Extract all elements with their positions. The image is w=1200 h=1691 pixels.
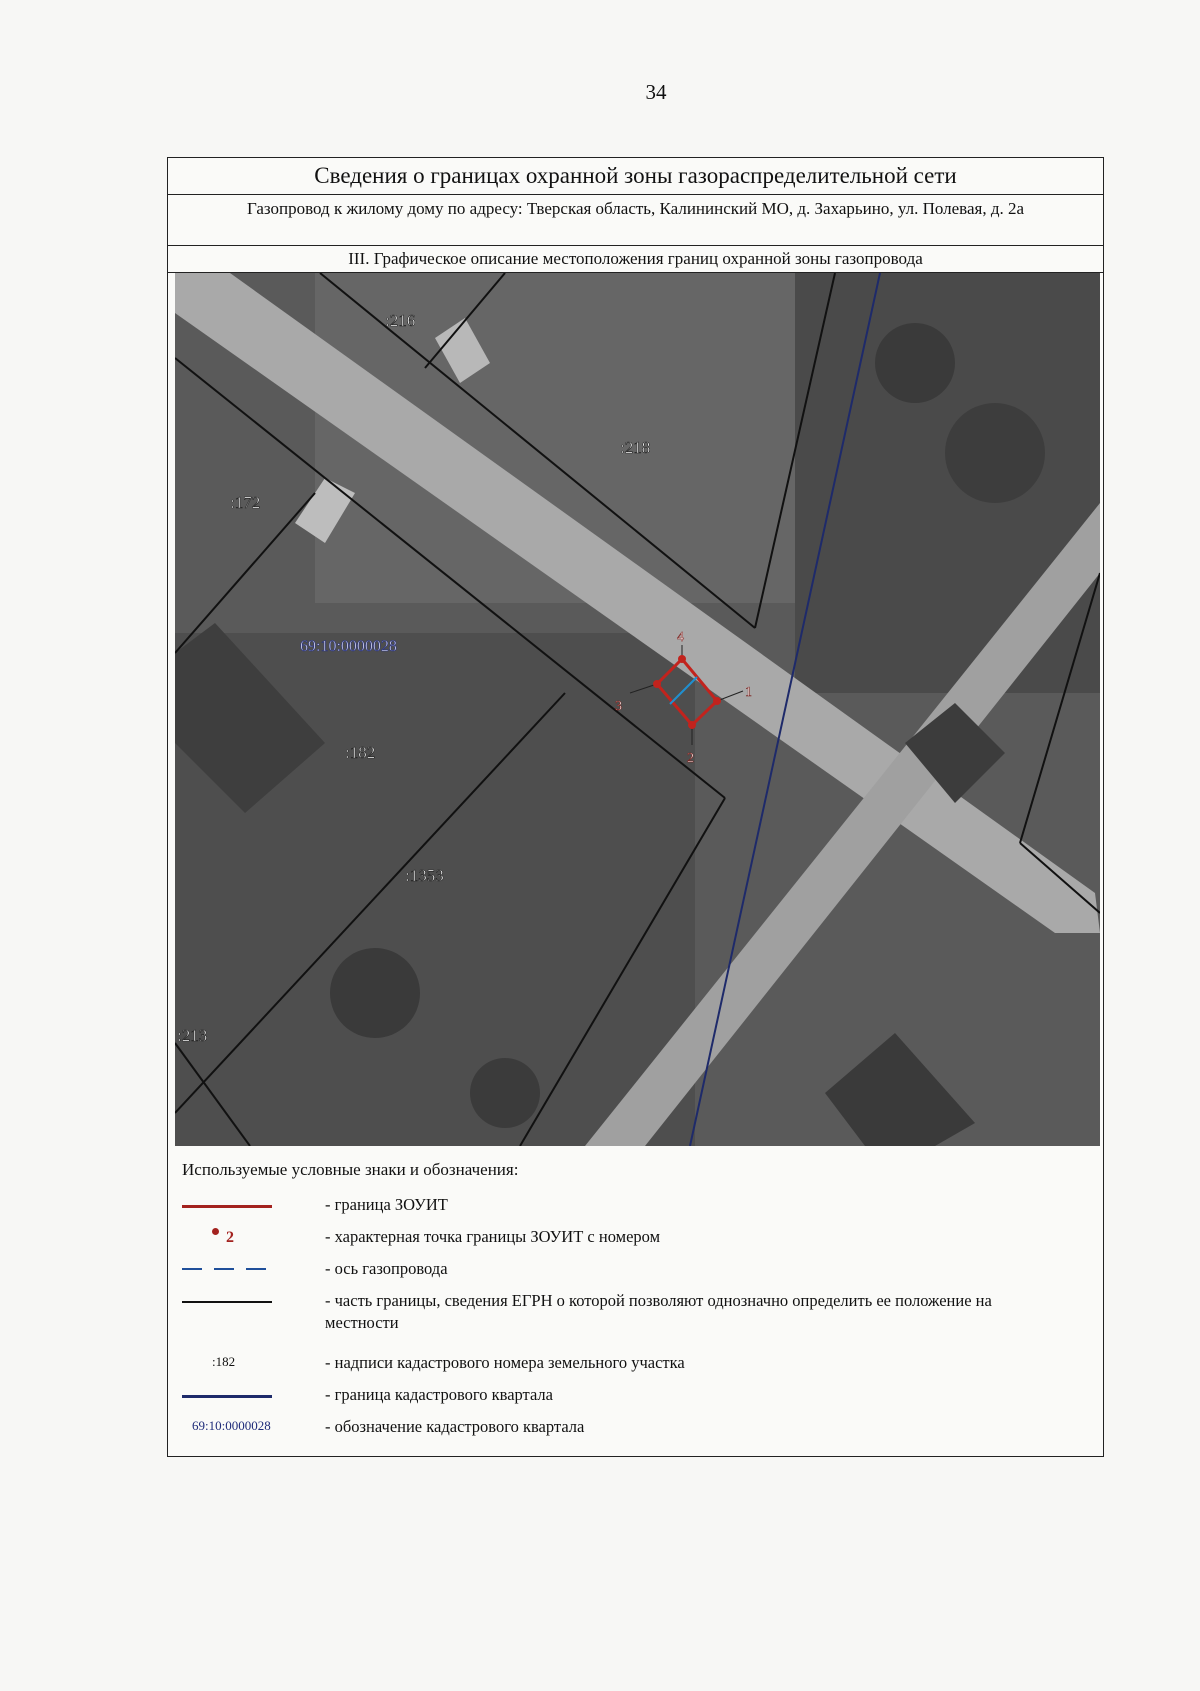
quarter-number-sample: 69:10:0000028 xyxy=(192,1418,271,1433)
tree-cluster xyxy=(470,1058,540,1128)
legend-item-text: - граница кадастрового квартала xyxy=(325,1385,553,1404)
tree-cluster xyxy=(875,323,955,403)
point-label-3: 3 xyxy=(615,699,622,714)
parcel-label: :172 xyxy=(230,493,261,512)
document-title: Сведения о границах охранной зоны газораспределительной сети xyxy=(168,158,1103,195)
legend-item-text: - обозначение кадастрового квартала xyxy=(325,1417,585,1436)
zouit-point xyxy=(688,721,696,729)
legend-item-text: - характерная точка границы ЗОУИТ с номером xyxy=(325,1227,661,1246)
quarter-label: 69:10:0000028 xyxy=(300,638,397,655)
legend xyxy=(168,1148,1103,1456)
quarter-sample-symbol xyxy=(182,1416,292,1440)
red-line-symbol xyxy=(182,1194,292,1218)
section-heading: III. Графическое описание местоположения границ охранной зоны газопровода xyxy=(168,246,1103,273)
red-dot-icon xyxy=(212,1228,219,1235)
legend-item-text: - граница ЗОУИТ xyxy=(325,1195,448,1214)
point-label-2: 2 xyxy=(687,751,694,766)
parcel-label: :213 xyxy=(177,1026,208,1045)
zouit-point xyxy=(713,697,721,705)
parcel-label: :218 xyxy=(620,438,651,457)
parcel-number-sample: :182 xyxy=(212,1354,236,1369)
legend-item-text: - часть границы, сведения ЕГРН о которой позволяют однозначно определить ее положение на местности xyxy=(325,1291,992,1332)
red-point-symbol xyxy=(182,1226,292,1250)
document-subtitle: Газопровод к жилому дому по адресу: Тверская область, Калининский МО, д. Захарьино, ул. Полевая, д. 2а xyxy=(168,195,1103,246)
point-label-4: 4 xyxy=(677,630,684,645)
parcel-label: :216 xyxy=(385,311,416,330)
blue-dashed-line-symbol xyxy=(182,1258,292,1282)
parcel-label: :1353 xyxy=(405,866,444,885)
page-number: 34 xyxy=(645,80,667,104)
text-sample-symbol xyxy=(182,1352,292,1376)
navy-line-symbol xyxy=(182,1384,292,1408)
parcel-label: :182 xyxy=(345,743,376,762)
document-frame xyxy=(167,157,1104,1457)
legend-heading: Используемые условные знаки и обозначения: xyxy=(182,1160,519,1179)
map-svg xyxy=(175,273,1100,1146)
cadastral-map xyxy=(175,273,1100,1146)
point-sample: 2 xyxy=(226,1229,234,1246)
legend-item-text: - надписи кадастрового номера земельного участка xyxy=(325,1353,685,1372)
black-line-symbol xyxy=(182,1290,292,1314)
zouit-point xyxy=(653,680,661,688)
tree-cluster xyxy=(330,948,420,1038)
legend-item-text: - ось газопровода xyxy=(325,1259,448,1278)
zouit-point xyxy=(678,655,686,663)
tree-cluster xyxy=(945,403,1045,503)
point-label-1: 1 xyxy=(745,685,752,700)
